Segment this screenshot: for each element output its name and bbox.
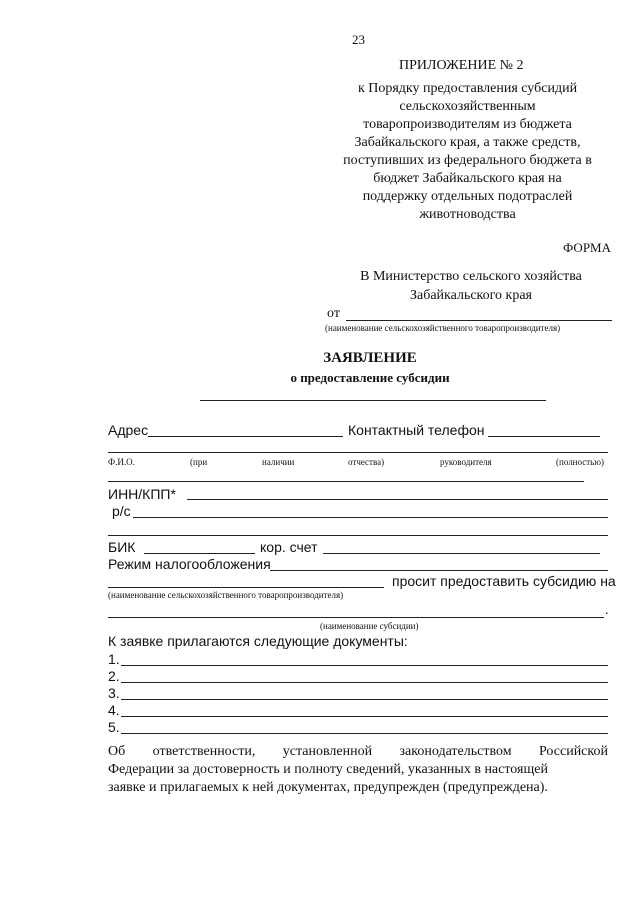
bik-field-line[interactable]	[144, 553, 255, 554]
kor-label: кор. счет	[260, 539, 318, 555]
heading-underline	[200, 400, 546, 401]
rs-field-line[interactable]	[133, 517, 608, 518]
extra-field-line[interactable]	[108, 535, 608, 536]
docs-intro: К заявке прилагаются следующие документы:	[108, 633, 408, 649]
responsibility-word: ответственности,	[152, 744, 256, 759]
responsibility-line-1	[108, 744, 608, 760]
page-number: 23	[352, 32, 365, 47]
doc-number-1: 1.	[108, 651, 120, 667]
forma-label: ФОРМА	[563, 240, 611, 255]
subsidy-field-line[interactable]	[108, 617, 604, 618]
subsidy-caption: (наименование субсидии)	[320, 621, 419, 631]
inn-kpp-field-line[interactable]	[187, 499, 608, 500]
appendix-line: животноводства	[419, 207, 516, 222]
tax-field-line[interactable]	[270, 570, 608, 571]
fio-extra-line[interactable]	[108, 481, 584, 482]
producer-caption: (наименование сельскохозяйственного товаропроизводителя)	[108, 590, 344, 600]
appendix-line: поступивших из федерального бюджета в	[343, 153, 592, 168]
fio-caption-5: руководителя	[440, 457, 492, 467]
doc-field-line-3[interactable]	[121, 699, 608, 700]
appendix-line: поддержку отдельных подотраслей	[362, 189, 573, 204]
kor-field-line[interactable]	[323, 553, 600, 554]
fio-field-line[interactable]	[108, 452, 608, 453]
fio-caption-6: (полностью)	[556, 457, 604, 467]
fio-caption-4: отчества)	[348, 457, 385, 467]
producer-field-line[interactable]	[108, 587, 384, 588]
doc-field-line-4[interactable]	[121, 716, 608, 717]
appendix-line: сельскохозяйственным	[399, 99, 536, 114]
from-caption: (наименование сельскохозяйственного товаропроизводителя)	[325, 323, 561, 333]
tax-label: Режим налогообложения	[108, 556, 271, 572]
doc-number-5: 5.	[108, 719, 120, 735]
appendix-line: к Порядку предоставления субсидий	[357, 81, 578, 96]
responsibility-line-3: заявке и прилагаемых к ней документах, предупрежден (предупреждена).	[108, 780, 548, 795]
appendix-title: ПРИЛОЖЕНИЕ № 2	[399, 58, 524, 73]
responsibility-line-2: Федерации за достоверность и полноту сведений, указанных в настоящей	[108, 762, 548, 777]
rs-label: р/с	[112, 503, 131, 519]
addressee-line1: В Министерство сельского хозяйства	[360, 269, 582, 284]
responsibility-word: Российской	[538, 744, 608, 759]
doc-number-3: 3.	[108, 685, 120, 701]
responsibility-word: законодательством	[399, 744, 512, 759]
from-label: от	[327, 306, 340, 321]
doc-field-line-1[interactable]	[121, 665, 608, 666]
address-field-line[interactable]	[148, 436, 343, 437]
phone-field-line[interactable]	[488, 436, 600, 437]
subsidy-end-dot: .	[605, 603, 609, 618]
responsibility-word: Об	[108, 744, 126, 759]
address-label: Адрес	[108, 422, 149, 438]
fio-caption-3: наличии	[262, 457, 295, 467]
phone-label: Контактный телефон	[348, 422, 485, 438]
inn-kpp-label: ИНН/КПП*	[108, 486, 176, 502]
doc-number-4: 4.	[108, 702, 120, 718]
doc-number-2: 2.	[108, 668, 120, 684]
fio-caption-2: (при	[190, 457, 208, 467]
bik-label: БИК	[108, 539, 136, 555]
doc-field-line-5[interactable]	[121, 733, 608, 734]
addressee-line2: Забайкальского края	[409, 288, 532, 303]
appendix-line: товаропроизводителям из бюджета	[363, 117, 572, 132]
appendix-line: бюджет Забайкальского края на	[373, 171, 562, 186]
request-text: просит предоставить субсидию на	[392, 573, 616, 589]
doc-title: ЗАЯВЛЕНИЕ	[323, 350, 417, 366]
fio-caption-1: Ф.И.О.	[108, 457, 135, 467]
doc-subtitle: о предоставление субсидии	[290, 370, 450, 385]
responsibility-word: установленной	[282, 744, 373, 759]
appendix-line: Забайкальского края, а также средств,	[354, 135, 581, 150]
appendix-text	[325, 80, 610, 224]
doc-field-line-2[interactable]	[121, 682, 608, 683]
from-field-line[interactable]	[346, 320, 612, 321]
